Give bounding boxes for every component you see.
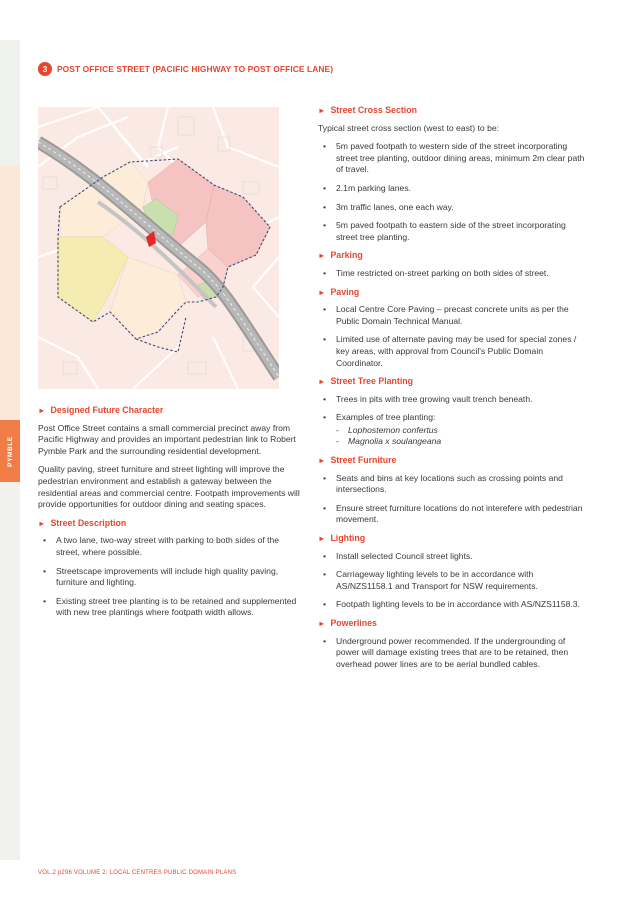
- street-cross-section-heading: ► Street Cross Section: [318, 105, 417, 115]
- street-description-list: [38, 535, 300, 619]
- parking-heading: ► Parking: [318, 250, 363, 261]
- side-tab[interactable]: [0, 420, 20, 482]
- right-column: [318, 105, 586, 677]
- page-header: [38, 62, 333, 76]
- paragraph: Post Office Street contains a small commercial precinct away from Pacific Highway and provides an important pedestrian link to Robert Pymble Park and the surrounding residential development.: [38, 422, 296, 456]
- paving-section: [318, 287, 586, 370]
- list-item: • Ensure street furniture locations do not interefere with pedestrian movement.: [323, 502, 583, 525]
- list-item: • Underground power recommended. If the undergrounding of power will damage existing trees that are to be retained, then overhead power lines are to be aerial bundled cables.: [323, 635, 569, 669]
- paragraph: Quality paving, street furniture and street lighting will improve the pedestrian environment and establish a gateway between the residential areas and commercial centre. Footpath improvements will provide opportunities for outdoor dining and seating spaces.: [38, 464, 300, 510]
- play-arrow-icon: ►: [318, 106, 326, 115]
- tree-species-list: [336, 425, 586, 448]
- list-item: • Streetscape improvements will include high quality paving, furniture and lighting.: [43, 565, 279, 588]
- list-item: • Limited use of alternate paving may be used for special zones / key areas, with approval from Council's Public Domain Coordinator.: [323, 334, 577, 368]
- play-arrow-icon: ►: [318, 377, 326, 387]
- list-item: • Install selected Council street lights.: [323, 550, 473, 561]
- play-arrow-icon: ►: [38, 518, 46, 528]
- species-item: - Lophostemon confertus: [336, 424, 438, 435]
- lighting-list: [318, 551, 586, 611]
- paragraph: Typical street cross section (west to east) to be:: [318, 122, 500, 133]
- paving-list: [318, 304, 586, 369]
- edge-band-light-orange: [0, 165, 20, 420]
- list-item: • Existing street tree planting is to be retained and supplemented with new tree plantings where footpath width allows.: [43, 595, 297, 618]
- street-tree-planting-heading: ► Street Tree Planting: [318, 376, 414, 387]
- section-number-badge: 3: [38, 62, 52, 76]
- list-item: • Time restricted on-street parking on both sides of street.: [323, 267, 549, 278]
- furniture-list: [318, 473, 586, 526]
- tree-planting-list: [318, 394, 586, 448]
- street-description-heading: ► Street Description: [38, 517, 127, 528]
- list-item: • Trees in pits with tree growing vault trench beneath.: [323, 393, 533, 404]
- list-item: • Local Centre Core Paving – precast concrete units as per the Public Domain Technical Manual.: [323, 304, 569, 326]
- list-item: • Footpath lighting levels to be in accordance with AS/NZS1158.3.: [323, 599, 580, 610]
- powerlines-heading: ► Powerlines: [318, 618, 377, 628]
- street-cross-section-section: [318, 105, 586, 243]
- street-tree-planting-section: [318, 376, 586, 448]
- location-map-graphic: [38, 107, 279, 389]
- location-map: [38, 107, 279, 389]
- play-arrow-icon: ►: [318, 287, 326, 297]
- play-arrow-icon: ►: [318, 619, 326, 628]
- list-item: • Seats and bins at key locations such as crossing points and intersections.: [323, 472, 563, 495]
- parking-list: [318, 268, 586, 280]
- street-description-section: [38, 518, 300, 619]
- play-arrow-icon: ►: [38, 406, 46, 415]
- lighting-heading: ► Lighting: [318, 533, 366, 544]
- street-furniture-section: [318, 455, 586, 526]
- list-item: • 2.1m parking lanes.: [323, 182, 411, 193]
- cross-section-list: [318, 141, 586, 243]
- page-footer: VOL.2 p296 VOLUME 2: LOCAL CENTRES PUBLIC DOMAIN PLANS: [38, 870, 237, 876]
- side-tab-label: PYMBLE: [6, 435, 14, 467]
- list-item: • Examples of tree planting: - Lophostemon confertus - Magnolia x soulangeana: [318, 412, 586, 448]
- designed-future-character-section: [38, 405, 300, 511]
- play-arrow-icon: ►: [318, 534, 326, 544]
- paving-heading: ► Paving: [318, 286, 360, 297]
- list-item: • Carriageway lighting levels to be in accordance with AS/NZS1158.1 and Transport for NSW requirements.: [323, 569, 538, 591]
- edge-band-bottom: [0, 482, 20, 860]
- list-item: • 5m paved footpath to western side of the street incorporating street tree planting, outdoor dining areas, minimum 2m clear path of travel.: [323, 141, 585, 175]
- list-item: • 5m paved footpath to eastern side of the street incorporating street tree planting.: [323, 220, 566, 242]
- play-arrow-icon: ►: [318, 456, 326, 466]
- designed-future-character-heading: ► Designed Future Character: [38, 405, 164, 415]
- left-column: [38, 405, 300, 626]
- list-item: • A two lane, two-way street with parking to both sides of the street, where possible.: [43, 535, 280, 557]
- parking-section: [318, 250, 586, 279]
- powerlines-list: [318, 636, 586, 671]
- species-item: - Magnolia x soulangeana: [336, 436, 442, 447]
- lighting-section: [318, 533, 586, 611]
- edge-band-top: [0, 40, 20, 165]
- list-item: • 3m traffic lanes, one each way.: [323, 201, 454, 212]
- page-title: POST OFFICE STREET (PACIFIC HIGHWAY TO POST OFFICE LANE): [57, 64, 334, 74]
- powerlines-section: [318, 618, 586, 670]
- street-furniture-heading: ► Street Furniture: [318, 455, 397, 466]
- play-arrow-icon: ►: [318, 251, 326, 261]
